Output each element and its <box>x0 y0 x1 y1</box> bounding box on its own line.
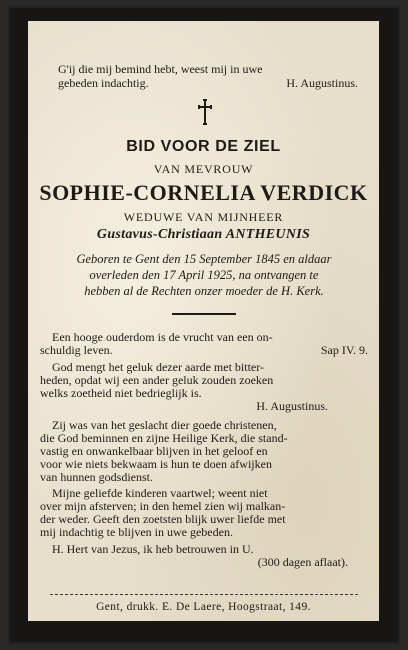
text-line: van hunnen godsdienst. <box>40 470 153 484</box>
paragraph-4 <box>40 487 368 539</box>
printer-imprint: Gent, drukk. E. De Laere, Hoogstraat, 149. <box>96 601 311 613</box>
text-line: mij indachtig te blijven in uwe gebeden. <box>40 525 233 539</box>
text-line: der weder. Geeft den zoetsten blijk uwer liefde met <box>40 512 286 526</box>
text-line: voor wie niets bekwaam is hun te doen afwijken <box>40 457 272 471</box>
cross-icon <box>198 99 212 125</box>
footer-divider <box>50 594 358 595</box>
deceased-name: SOPHIE-CORNELIA VERDICK <box>39 180 368 205</box>
text-line-row <box>40 344 368 357</box>
indulgence-note: (300 dagen aflaat). <box>257 555 348 569</box>
paragraph-3 <box>40 419 368 484</box>
divider <box>172 313 236 315</box>
text-line: Zij was van het geslacht dier goede christenen, <box>52 418 277 432</box>
husband-name: Gustavus-Christiaan ANTHEUNIS <box>96 227 311 242</box>
text-line: vastig en onwankelbaar blijven in het geloof en <box>40 444 268 458</box>
memorial-card <box>8 6 400 644</box>
motto-line-1: G'ij die mij bemind hebt, weest mij in uwe <box>58 62 263 76</box>
text-line: heden, opdat wij een ander geluk zouden zoeken <box>40 373 274 387</box>
text-line: Mijne geliefde kinderen vaartwel; weent niet <box>52 486 268 500</box>
widow-of: WEDUWE VAN MIJNHEER <box>123 210 284 224</box>
text-line: welks zoetheid niet bedrieglijk is. <box>40 386 202 400</box>
bio-line-2: overleden den 17 April 1925, na ontvangen te <box>89 268 319 282</box>
motto-line-2: gebeden indachtig. <box>58 76 149 90</box>
card-paper <box>28 21 379 621</box>
scripture-reference: Sap IV. 9. <box>320 343 368 357</box>
van-mevrouw: VAN MEVROUW <box>153 162 254 176</box>
paragraph-1 <box>40 331 368 357</box>
bio-line-1: Geboren te Gent den 15 September 1845 en aldaar <box>76 252 332 266</box>
biography <box>40 251 368 299</box>
text-line: die God beminnen en zijne Heilige Kerk, die stand- <box>40 431 288 445</box>
paragraph-2 <box>40 361 368 413</box>
paragraph-5 <box>40 543 368 569</box>
bio-line-3: hebben al de Rechten onzer moeder de H. Kerk. <box>84 284 324 298</box>
motto-attribution: H. Augustinus. <box>286 76 358 90</box>
motto-quote <box>58 62 358 90</box>
text-line: H. Hert van Jezus, ik heb betrouwen in U. <box>52 542 254 556</box>
text-line: over mijn afsterven; in den hemel zien wij malkan- <box>40 499 286 513</box>
text-line: schuldig leven. <box>40 343 113 357</box>
prayer-title: BID VOOR DE ZIEL <box>126 138 281 155</box>
quote-attribution: H. Augustinus. <box>256 399 328 413</box>
text-line: Een hooge ouderdom is de vrucht van een on- <box>52 330 273 344</box>
text-line: God mengt het geluk dezer aarde met bitter- <box>52 360 265 374</box>
